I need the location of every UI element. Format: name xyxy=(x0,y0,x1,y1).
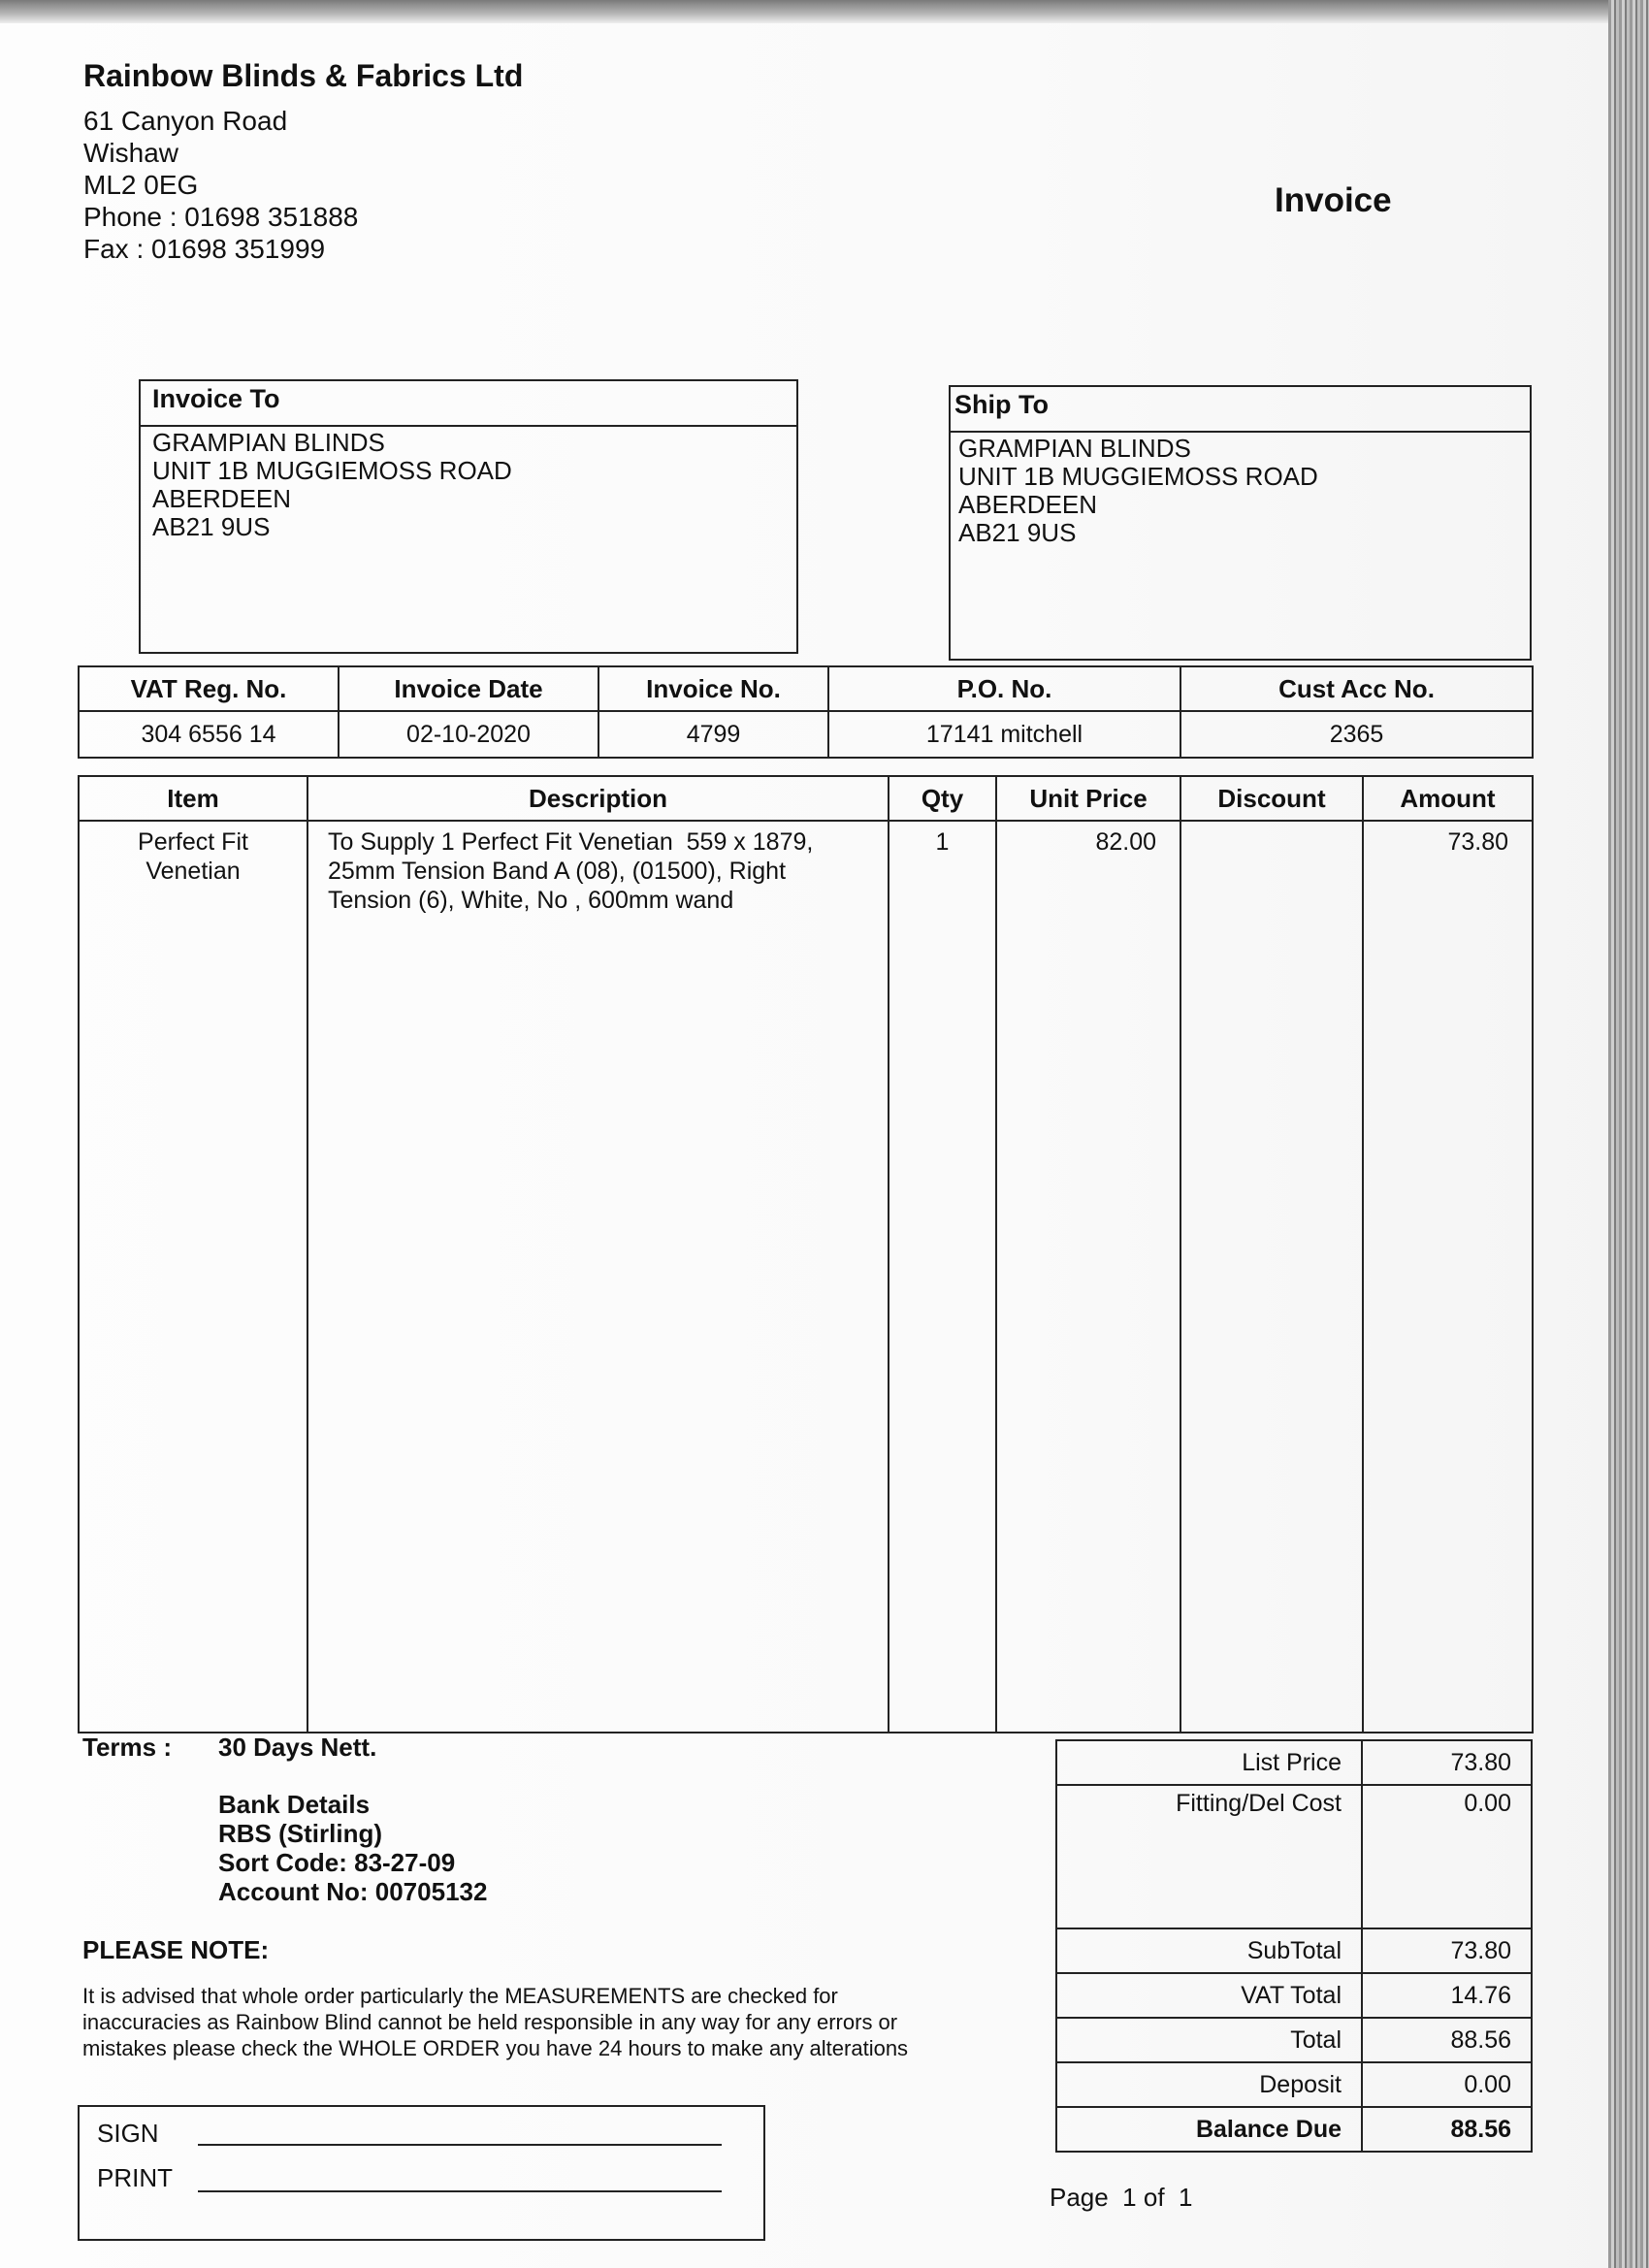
document-title: Invoice xyxy=(1275,181,1392,219)
vat-reg-header: VAT Reg. No. xyxy=(79,666,339,711)
company-phone: Phone : 01698 351888 xyxy=(83,202,359,232)
address-line: UNIT 1B MUGGIEMOSS ROAD xyxy=(958,462,1318,491)
company-address-line: Wishaw xyxy=(83,138,179,168)
qty-cell: 1 xyxy=(889,821,996,1733)
sort-code: Sort Code: 83-27-09 xyxy=(218,1848,456,1877)
totals-row-vat xyxy=(1056,1973,1532,2018)
vat-total-value: 14.76 xyxy=(1362,1973,1532,2018)
totals-row-balance-due xyxy=(1056,2107,1532,2152)
note-line: It is advised that whole order particularly the MEASUREMENTS are checked for xyxy=(82,1984,838,2008)
sign-label: SIGN xyxy=(97,2119,159,2148)
company-fax: Fax : 01698 351999 xyxy=(83,234,326,264)
company-address-line: 61 Canyon Road xyxy=(83,106,288,136)
bank-details-heading: Bank Details xyxy=(218,1790,371,1819)
terms-label: Terms : xyxy=(82,1733,172,1762)
address-line: AB21 9US xyxy=(152,512,271,541)
company-name: Rainbow Blinds & Fabrics Ltd xyxy=(83,58,524,93)
description-cell xyxy=(307,821,889,1733)
cust-acc-header: Cust Acc No. xyxy=(1180,666,1533,711)
print-label: PRINT xyxy=(97,2163,173,2192)
qty-header: Qty xyxy=(889,776,996,821)
invoice-date-header: Invoice Date xyxy=(339,666,598,711)
company-address-line: ML2 0EG xyxy=(83,170,199,200)
po-no-value: 17141 mitchell xyxy=(828,711,1180,758)
bank-details xyxy=(218,1790,487,1906)
address-line: GRAMPIAN BLINDS xyxy=(152,428,385,457)
totals-row-total xyxy=(1056,2018,1532,2062)
invoice-to-box xyxy=(139,379,798,654)
totals-row-subtotal xyxy=(1056,1928,1532,1973)
address-line: UNIT 1B MUGGIEMOSS ROAD xyxy=(152,456,512,485)
print-line xyxy=(198,2190,722,2192)
fitting-del-cost-label: Fitting/Del Cost xyxy=(1056,1785,1362,1928)
balance-due-value: 88.56 xyxy=(1362,2107,1532,2152)
note-line: inaccuracies as Rainbow Blind cannot be held responsible in any way for any errors or xyxy=(82,2010,898,2034)
sign-line xyxy=(198,2144,722,2146)
meta-value-row xyxy=(79,711,1533,758)
address-line: ABERDEEN xyxy=(958,490,1098,519)
subtotal-value: 73.80 xyxy=(1362,1928,1532,1973)
totals-row-deposit xyxy=(1056,2062,1532,2107)
address-line: ABERDEEN xyxy=(152,484,292,513)
description-line: Tension (6), White, No , 600mm wand xyxy=(328,887,734,914)
ship-to-address xyxy=(951,433,1530,547)
table-row xyxy=(79,821,1533,1733)
invoice-meta-table xyxy=(78,665,1534,759)
bank-name: RBS (Stirling) xyxy=(218,1819,382,1848)
discount-cell xyxy=(1180,821,1363,1733)
unit-price-header: Unit Price xyxy=(996,776,1180,821)
description-header: Description xyxy=(307,776,889,821)
vat-reg-value: 304 6556 14 xyxy=(79,711,339,758)
discount-header: Discount xyxy=(1180,776,1363,821)
please-note-heading: PLEASE NOTE: xyxy=(82,1935,270,1964)
deposit-value: 0.00 xyxy=(1362,2062,1532,2107)
vat-total-label: VAT Total xyxy=(1056,1973,1362,2018)
address-line: AB21 9US xyxy=(958,518,1077,547)
page-indicator: Page 1 of 1 xyxy=(1050,2183,1193,2212)
unit-price-cell: 82.00 xyxy=(996,821,1180,1733)
deposit-label: Deposit xyxy=(1056,2062,1362,2107)
list-price-value: 73.80 xyxy=(1362,1740,1532,1785)
scanner-top-edge xyxy=(0,0,1649,23)
scanner-right-edge xyxy=(1608,0,1649,2268)
company-address xyxy=(83,105,358,265)
total-label: Total xyxy=(1056,2018,1362,2062)
please-note-text xyxy=(82,1983,908,2061)
line-items-table xyxy=(78,775,1534,1733)
invoice-to-heading: Invoice To xyxy=(141,381,796,427)
ship-to-box xyxy=(949,385,1532,661)
fitting-del-cost-value: 0.00 xyxy=(1362,1785,1532,1928)
item-name-line: Perfect Fit xyxy=(138,828,248,856)
amount-header: Amount xyxy=(1363,776,1533,821)
item-header: Item xyxy=(79,776,307,821)
total-value: 88.56 xyxy=(1362,2018,1532,2062)
description-line: 25mm Tension Band A (08), (01500), Right xyxy=(328,858,787,885)
item-cell xyxy=(79,821,307,1733)
list-price-label: List Price xyxy=(1056,1740,1362,1785)
totals-row-list-price xyxy=(1056,1740,1532,1785)
meta-header-row xyxy=(79,666,1533,711)
address-line: GRAMPIAN BLINDS xyxy=(958,434,1191,463)
signature-box xyxy=(78,2105,765,2241)
invoice-to-address xyxy=(141,427,796,541)
ship-to-heading: Ship To xyxy=(951,387,1530,433)
totals-table xyxy=(1055,1739,1533,2153)
amount-cell: 73.80 xyxy=(1363,821,1533,1733)
note-line: mistakes please check the WHOLE ORDER you have 24 hours to make any alterations xyxy=(82,2036,909,2060)
po-no-header: P.O. No. xyxy=(828,666,1180,711)
invoice-no-header: Invoice No. xyxy=(598,666,828,711)
cust-acc-value: 2365 xyxy=(1180,711,1533,758)
terms-value: 30 Days Nett. xyxy=(218,1733,377,1762)
items-header-row xyxy=(79,776,1533,821)
invoice-no-value: 4799 xyxy=(598,711,828,758)
totals-row-fitting xyxy=(1056,1785,1532,1928)
invoice-date-value: 02-10-2020 xyxy=(339,711,598,758)
description-line: To Supply 1 Perfect Fit Venetian 559 x 1879, xyxy=(328,828,814,856)
item-name-line: Venetian xyxy=(146,858,241,885)
subtotal-label: SubTotal xyxy=(1056,1928,1362,1973)
balance-due-label: Balance Due xyxy=(1056,2107,1362,2152)
account-number: Account No: 00705132 xyxy=(218,1877,488,1906)
